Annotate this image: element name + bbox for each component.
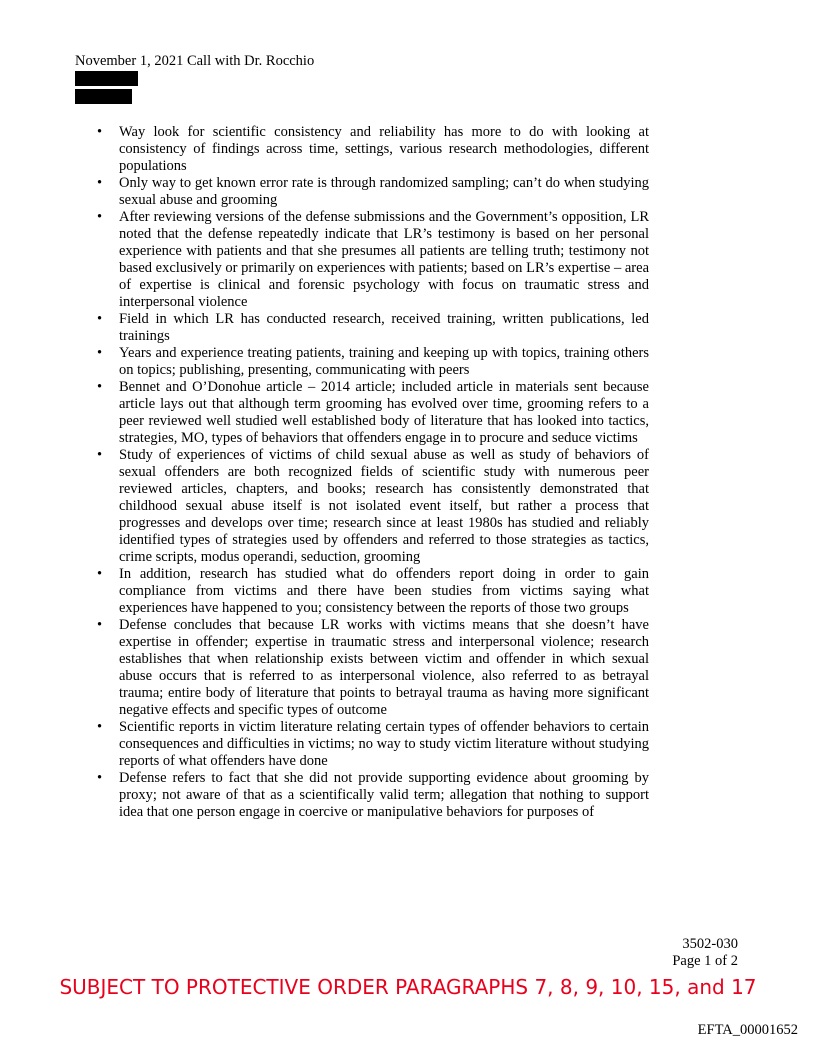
bullet-item: • After reviewing versions of the defense submissions and the Government’s opposition, LR noted that the defense repeatedly indicate that LR’s testimony is based on her personal experience with patients and that she presumes all patients are telling truth; testimony not based exclusively or primarily on experiences with patients; based on LR’s expertise – area of expertise is clinical and forensic psychology with focus on traumatic stress and interpersonal violence (92, 209, 649, 311)
document-number: 3502-030 (682, 936, 738, 952)
protective-order-notice: SUBJECT TO PROTECTIVE ORDER PARAGRAPHS 7, 8, 9, 10, 15, and 17 (59, 975, 757, 999)
bullet-item: • Scientific reports in victim literature relating certain types of offender behaviors to certain consequences and difficulties in victims; no way to study victim literature without studying reports of what offenders have done (92, 719, 649, 770)
page-footer-block (672, 936, 738, 970)
bullet-item: • Defense concludes that because LR works with victims means that she doesn’t have expertise in offender; expertise in traumatic stress and interpersonal violence; research establishes that when relationship exists between victim and offender in which sexual abuse occurs that is referred to as interpersonal violence, also referred to as betrayal trauma; entire body of literature that points to betrayal trauma as having more significant negative effects and specific types of outcome (92, 617, 649, 719)
redaction-block (75, 71, 138, 86)
bullet-item: • Bennet and O’Donohue article – 2014 article; included article in materials sent because article lays out that although term grooming has evolved over time, grooming refers to a peer reviewed well studied well established body of literature that has looked into tactics, strategies, MO, types of behaviors that offenders engage in to procure and seduce victims (92, 379, 649, 447)
document-header-title: November 1, 2021 Call with Dr. Rocchio (75, 53, 315, 69)
bullet-item: • Only way to get known error rate is through randomized sampling; can’t do when studying sexual abuse and grooming (92, 175, 649, 209)
redaction-block (75, 89, 132, 104)
bates-number: EFTA_00001652 (697, 1022, 798, 1038)
bullet-item: • Years and experience treating patients, training and keeping up with topics, training others on topics; publishing, presenting, communicating with peers (92, 345, 649, 379)
page-number: Page 1 of 2 (672, 953, 738, 969)
bullet-item: • In addition, research has studied what do offenders report doing in order to gain compliance from victims and there have been studies from victims saying what experiences have happened to you; consistency between the reports of those two groups (92, 566, 649, 617)
bullet-item: • Defense refers to fact that she did not provide supporting evidence about grooming by proxy; not aware of that as a scientifically valid term; allegation that nothing to support idea that one person engage in coercive or manipulative behaviors for purposes of (92, 770, 649, 821)
bullet-item: • Study of experiences of victims of child sexual abuse as well as study of behaviors of sexual offenders are both recognized fields of scientific study with numerous peer reviewed articles, chapters, and books; research has consistently demonstrated that childhood sexual abuse itself is not isolated event itself, but rather a process that progresses and develops over time; research since at least 1980s has studied and reliably identified types of strategies used by offenders and referred to those strategies as tactics, crime scripts, modus operandi, seduction, grooming (92, 447, 649, 566)
bullet-item: • Field in which LR has conducted research, received training, written publications, led trainings (92, 311, 649, 345)
bullet-item: • Way look for scientific consistency and reliability has more to do with looking at consistency of findings across time, settings, various research methodologies, different populations (92, 124, 649, 175)
notes-bullet-list (92, 124, 649, 821)
